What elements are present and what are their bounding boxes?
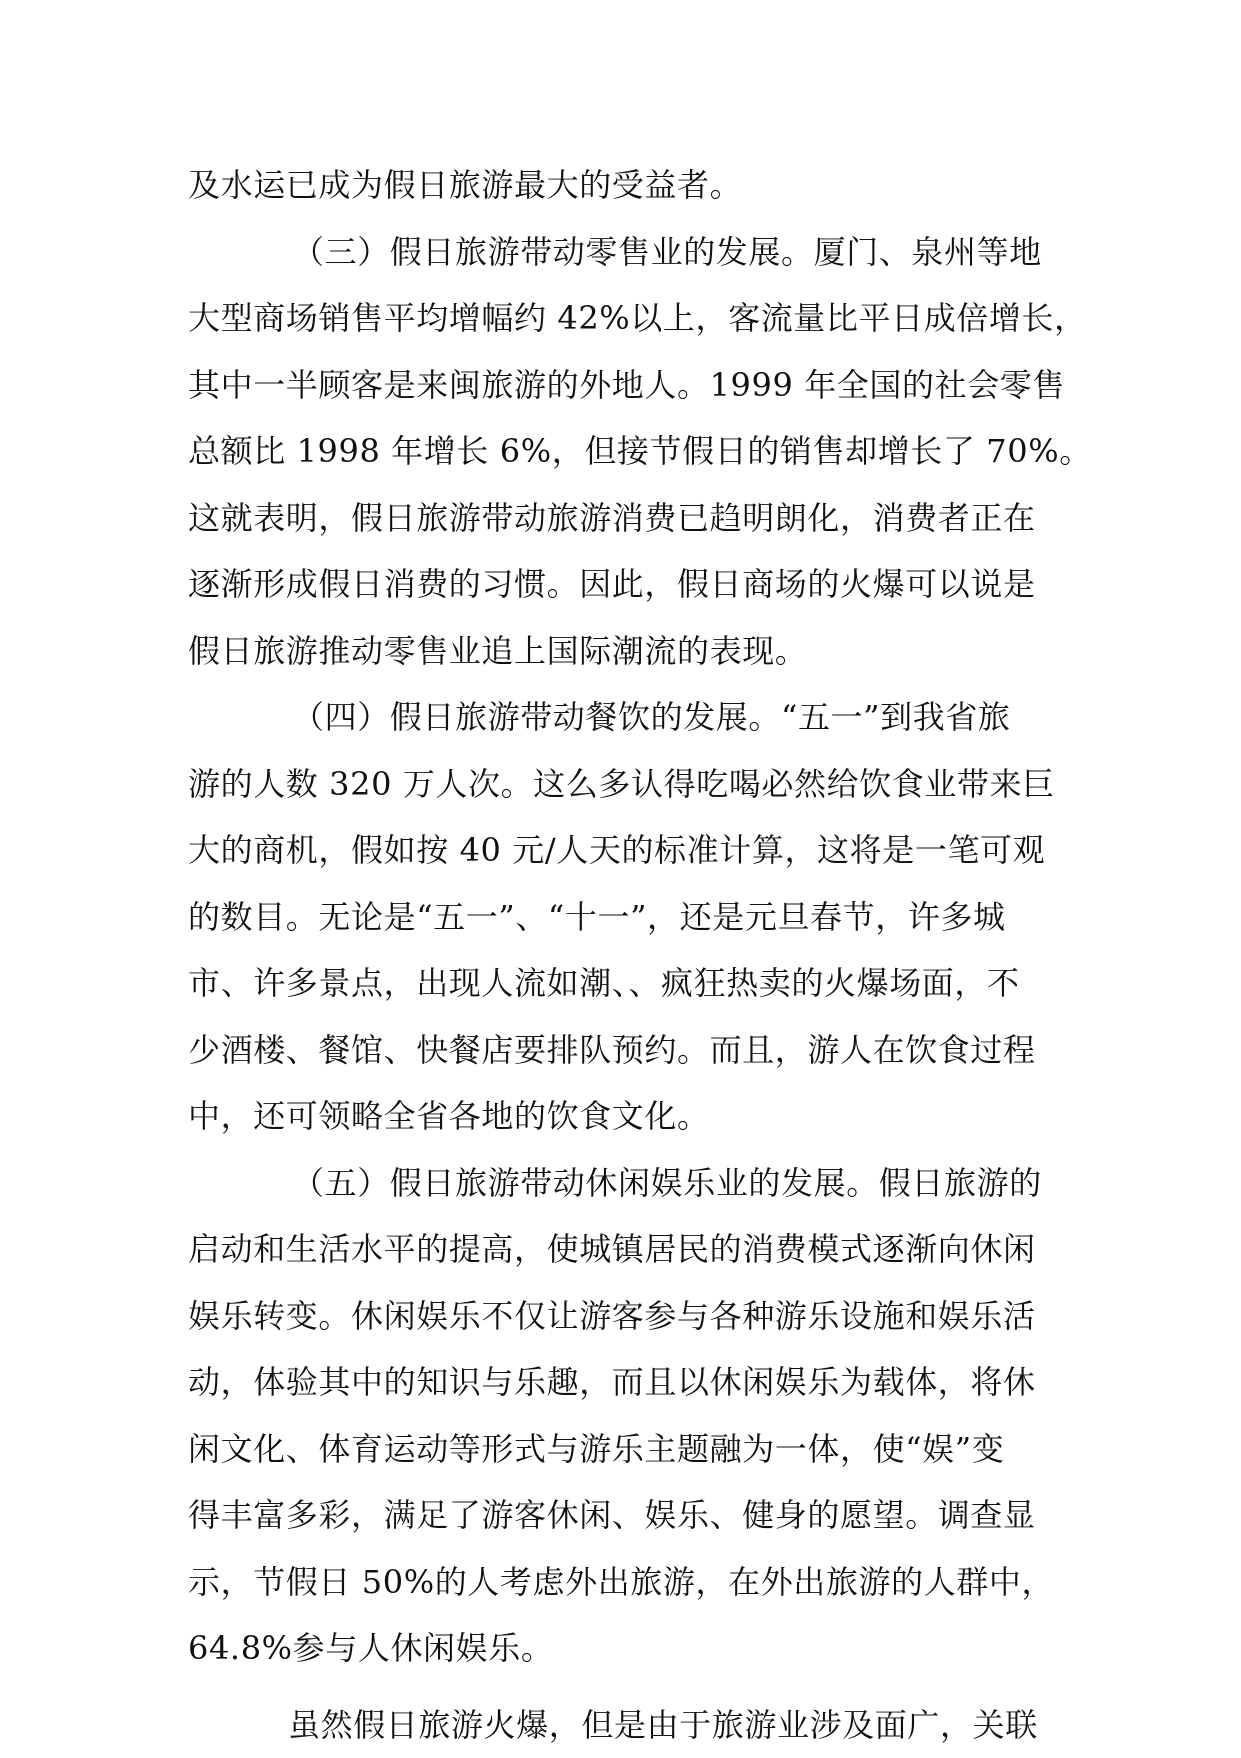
- body-text: [188, 152, 1058, 1758]
- text-line: 闲文化、体育运动等形式与游乐主题融为一体，使“娱”变: [188, 1416, 1058, 1483]
- section-heading-four: （四）假日旅游带动餐饮的发展。“五一”到我省旅: [188, 684, 1058, 751]
- paragraph-spacer: [188, 1682, 1058, 1692]
- text-line: 及水运已成为假日旅游最大的受益者。: [188, 152, 1058, 219]
- text-line: 娱乐转变。休闲娱乐不仅让游客参与各种游乐设施和娱乐活: [188, 1283, 1058, 1350]
- section-heading-five: （五）假日旅游带动休闲娱乐业的发展。假日旅游的: [188, 1150, 1058, 1217]
- section-heading-three: （三）假日旅游带动零售业的发展。厦门、泉州等地: [188, 219, 1058, 286]
- text-line: 动，体验其中的知识与乐趣，而且以休闲娱乐为载体，将休: [188, 1349, 1058, 1416]
- text-line: 的数目。无论是“五一”、“十一”，还是元旦春节，许多城: [188, 884, 1058, 951]
- text-line: 假日旅游推动零售业追上国际潮流的表现。: [188, 618, 1058, 685]
- text-line: 启动和生活水平的提高，使城镇居民的消费模式逐渐向休闲: [188, 1216, 1058, 1283]
- text-line: 其中一半顾客是来闽旅游的外地人。1999 年全国的社会零售: [188, 352, 1058, 419]
- text-line: 这就表明，假日旅游带动旅游消费已趋明朗化，消费者正在: [188, 485, 1058, 552]
- text-line: 总额比 1998 年增长 6%，但接节假日的销售却增长了 70%。: [188, 418, 1058, 485]
- text-line: 大的商机，假如按 40 元/人天的标准计算，这将是一笔可观: [188, 817, 1058, 884]
- text-line: 市、许多景点，出现人流如潮、、疯狂热卖的火爆场面，不: [188, 950, 1058, 1017]
- text-line: 游的人数 320 万人次。这么多认得吃喝必然给饮食业带来巨: [188, 751, 1058, 818]
- text-line: 逐渐形成假日消费的习惯。因此，假日商场的火爆可以说是: [188, 551, 1058, 618]
- text-line: 少酒楼、餐馆、快餐店要排队预约。而且，游人在饮食过程: [188, 1017, 1058, 1084]
- paragraph-start: 虽然假日旅游火爆，但是由于旅游业涉及面广，关联: [188, 1692, 1058, 1758]
- text-line: 得丰富多彩，满足了游客休闲、娱乐、健身的愿望。调查显: [188, 1482, 1058, 1549]
- text-line: 中，还可领略全省各地的饮食文化。: [188, 1083, 1058, 1150]
- text-line: 64.8%参与人休闲娱乐。: [188, 1615, 1058, 1682]
- text-line: 大型商场销售平均增幅约 42%以上，客流量比平日成倍增长，: [188, 285, 1058, 352]
- text-line: 示，节假日 50%的人考虑外出旅游，在外出旅游的人群中，: [188, 1549, 1058, 1616]
